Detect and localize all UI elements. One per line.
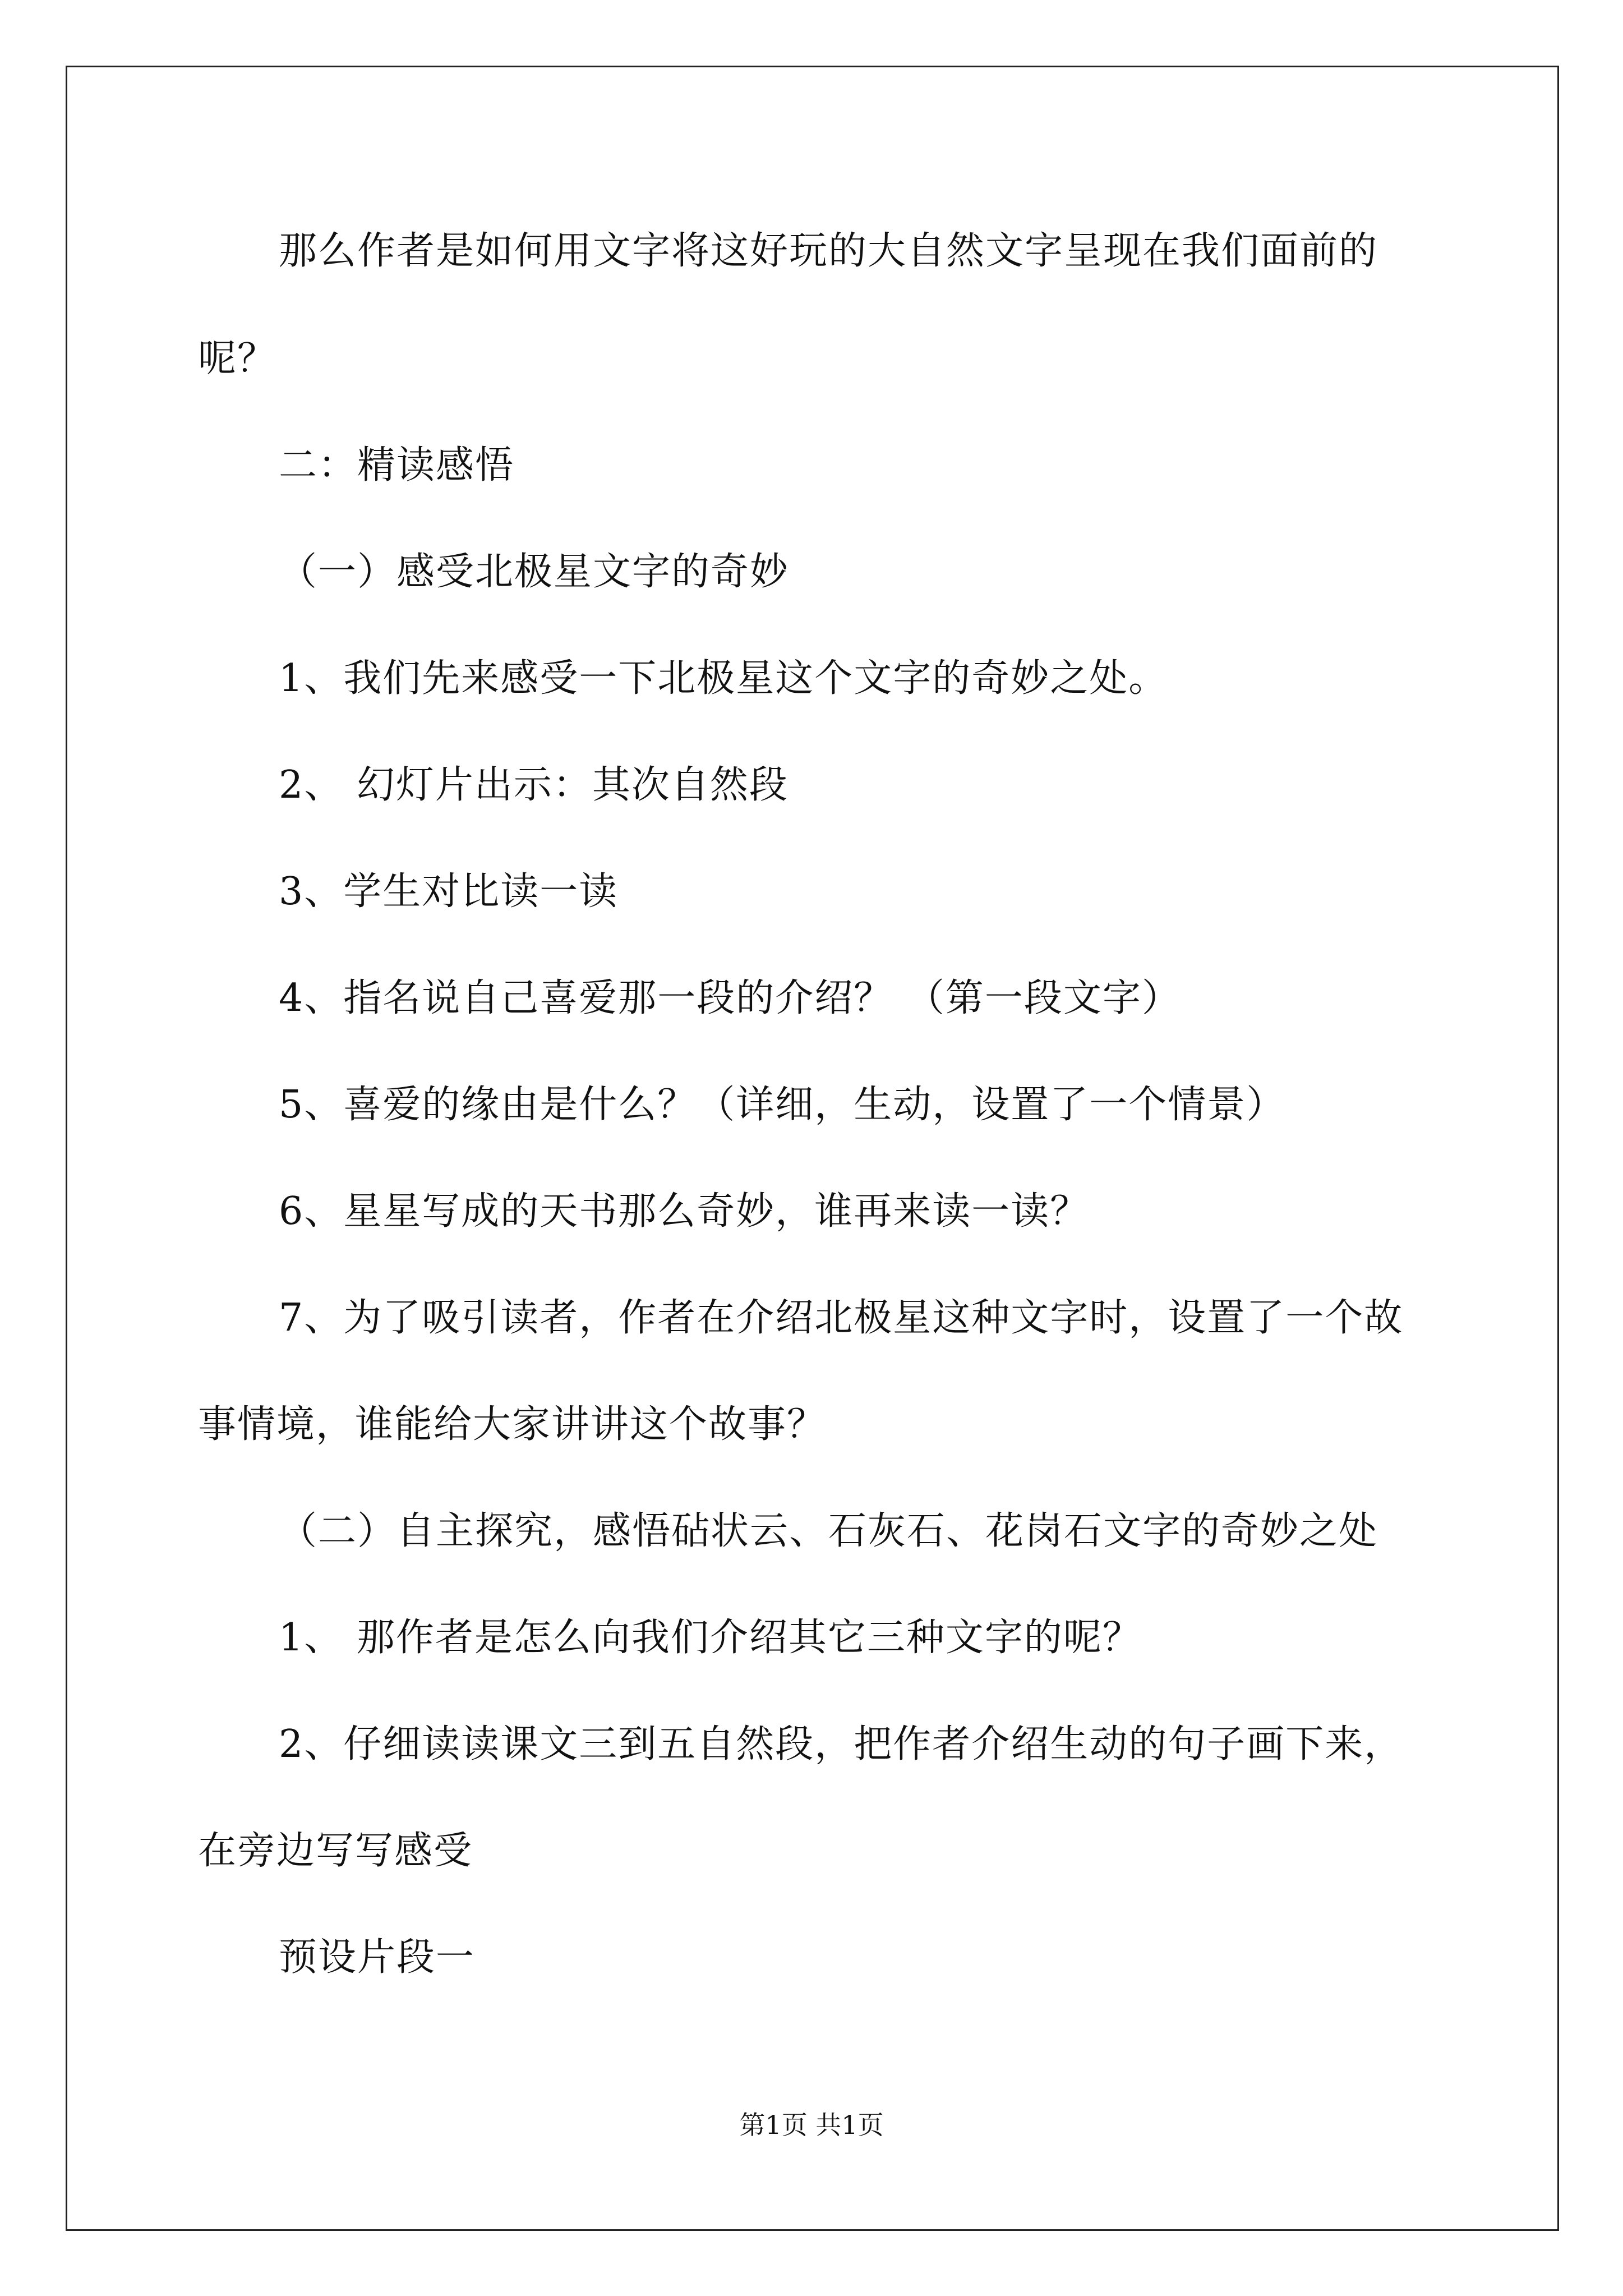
- list-item-2: 2、 幻灯片出示：其次自然段: [279, 763, 789, 807]
- list-item-7: 7、为了吸引读者，作者在介绍北极星这种文字时，设置了一个故: [279, 1296, 1404, 1340]
- list-item-7-continued: 事情境，谁能给大家讲讲这个故事？: [198, 1402, 827, 1447]
- preset-segment-label: 预设片段一: [279, 1935, 476, 1980]
- list-item-1: 1、我们先来感受一下北极星这个文字的奇妙之处。: [279, 656, 1168, 701]
- list-item-9-continued: 在旁边写写感受: [198, 1829, 473, 1873]
- subsection-heading-1: （一）感受北极星文字的奇妙: [279, 550, 790, 594]
- subsection-heading-2: （二）自主探究，感悟砧状云、石灰石、花岗石文字的奇妙之处: [279, 1509, 1378, 1553]
- list-item-3: 3、学生对比读一读: [279, 869, 619, 914]
- list-item-9: 2、仔细读读课文三到五自然段，把作者介绍生动的句子画下来，: [279, 1722, 1404, 1766]
- section-heading: 二：精读感悟: [279, 443, 515, 487]
- list-item-5: 5、喜爱的缘由是什么？（详细，生动，设置了一个情景）: [279, 1083, 1286, 1127]
- list-item-4: 4、指名说自己喜爱那一段的介绍？ （第一段文字）: [279, 976, 1181, 1020]
- paragraph-line-1: 那么作者是如何用文字将这好玩的大自然文字呈现在我们面前的: [279, 229, 1378, 273]
- page-border: [66, 66, 1559, 2231]
- paragraph-line-2: 呢？: [198, 337, 277, 381]
- page-footer: 第1页 共1页: [739, 2110, 884, 2140]
- list-item-8: 1、 那作者是怎么向我们介绍其它三种文字的呢？: [279, 1616, 1142, 1660]
- list-item-6: 6、星星写成的天书那么奇妙，谁再来读一读？: [279, 1189, 1090, 1234]
